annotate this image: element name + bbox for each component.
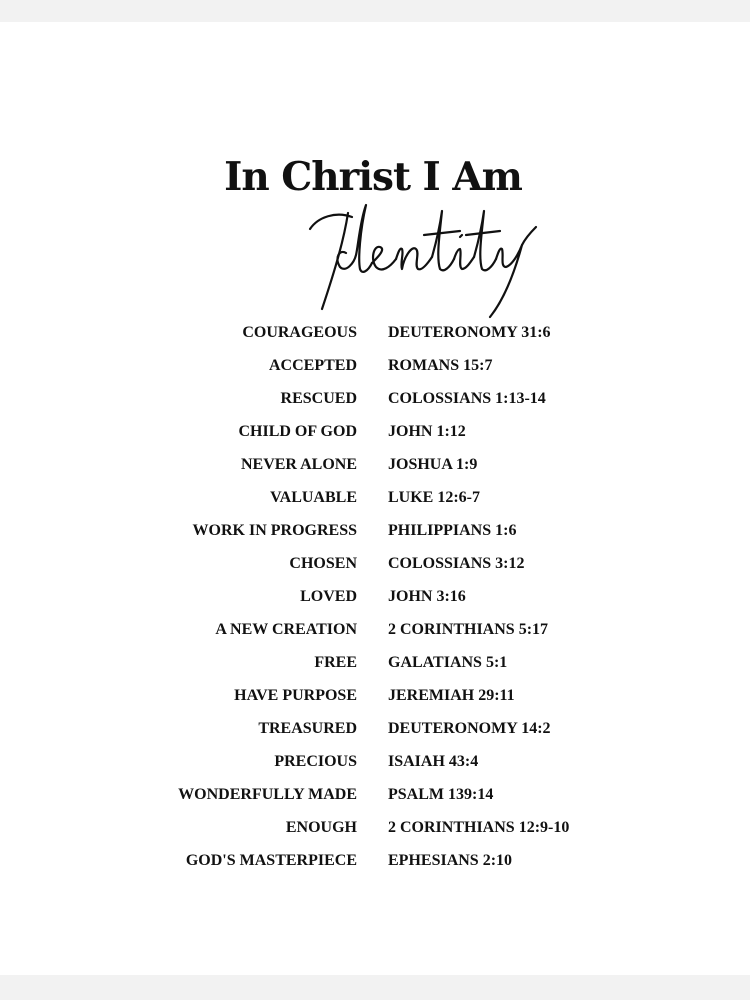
scripture-reference: PSALM 139:14 — [388, 786, 494, 803]
trait-label: CHOSEN — [289, 555, 357, 572]
list-item — [0, 547, 750, 580]
list-item — [0, 778, 750, 811]
list-item — [0, 415, 750, 448]
list-item — [0, 382, 750, 415]
list-item — [0, 580, 750, 613]
list-item — [0, 844, 750, 877]
identity-list — [0, 316, 750, 877]
scripture-reference: 2 CORINTHIANS 12:9-10 — [388, 819, 570, 836]
list-item — [0, 745, 750, 778]
scripture-reference: GALATIANS 5:1 — [388, 654, 508, 671]
trait-label: COURAGEOUS — [242, 324, 357, 341]
trait-label: TREASURED — [258, 720, 357, 737]
list-item — [0, 349, 750, 382]
scripture-reference: DEUTERONOMY 14:2 — [388, 720, 551, 737]
scripture-reference: PHILIPPIANS 1:6 — [388, 522, 517, 539]
poster-page — [0, 22, 750, 975]
trait-label: CHILD OF GOD — [238, 423, 357, 440]
trait-label: VALUABLE — [270, 489, 357, 506]
scripture-reference: JOHN 1:12 — [388, 423, 466, 440]
trait-label: FREE — [314, 654, 357, 671]
list-item — [0, 316, 750, 349]
list-item — [0, 646, 750, 679]
scripture-reference: COLOSSIANS 1:13-14 — [388, 390, 546, 407]
list-item — [0, 448, 750, 481]
trait-label: ACCEPTED — [268, 357, 357, 374]
scripture-reference: 2 CORINTHIANS 5:17 — [388, 621, 549, 638]
scripture-reference: JEREMIAH 29:11 — [388, 687, 515, 704]
identity-script-lettering — [300, 197, 540, 322]
trait-label: LOVED — [300, 588, 357, 605]
page-title: In Christ I Am — [224, 154, 522, 200]
trait-label: RESCUED — [280, 390, 357, 407]
list-item — [0, 613, 750, 646]
trait-label: WORK IN PROGRESS — [192, 522, 357, 539]
scripture-reference: EPHESIANS 2:10 — [388, 852, 513, 869]
scripture-reference: JOSHUA 1:9 — [388, 456, 478, 473]
scripture-reference: LUKE 12:6-7 — [388, 489, 480, 506]
scripture-reference: DEUTERONOMY 31:6 — [388, 324, 551, 341]
scripture-reference: ROMANS 15:7 — [388, 357, 493, 374]
trait-label: WONDERFULLY MADE — [178, 786, 357, 803]
list-item — [0, 481, 750, 514]
trait-label: NEVER ALONE — [240, 456, 357, 473]
trait-label: PRECIOUS — [274, 753, 357, 770]
scripture-reference: ISAIAH 43:4 — [388, 753, 479, 770]
trait-label: A NEW CREATION — [215, 621, 357, 638]
scripture-reference: COLOSSIANS 3:12 — [388, 555, 525, 572]
scripture-reference: JOHN 3:16 — [388, 588, 466, 605]
trait-label: GOD'S MASTERPIECE — [185, 852, 357, 869]
trait-label: HAVE PURPOSE — [234, 687, 357, 704]
list-item — [0, 679, 750, 712]
trait-label: ENOUGH — [285, 819, 357, 836]
list-item — [0, 514, 750, 547]
list-item — [0, 811, 750, 844]
list-item — [0, 712, 750, 745]
